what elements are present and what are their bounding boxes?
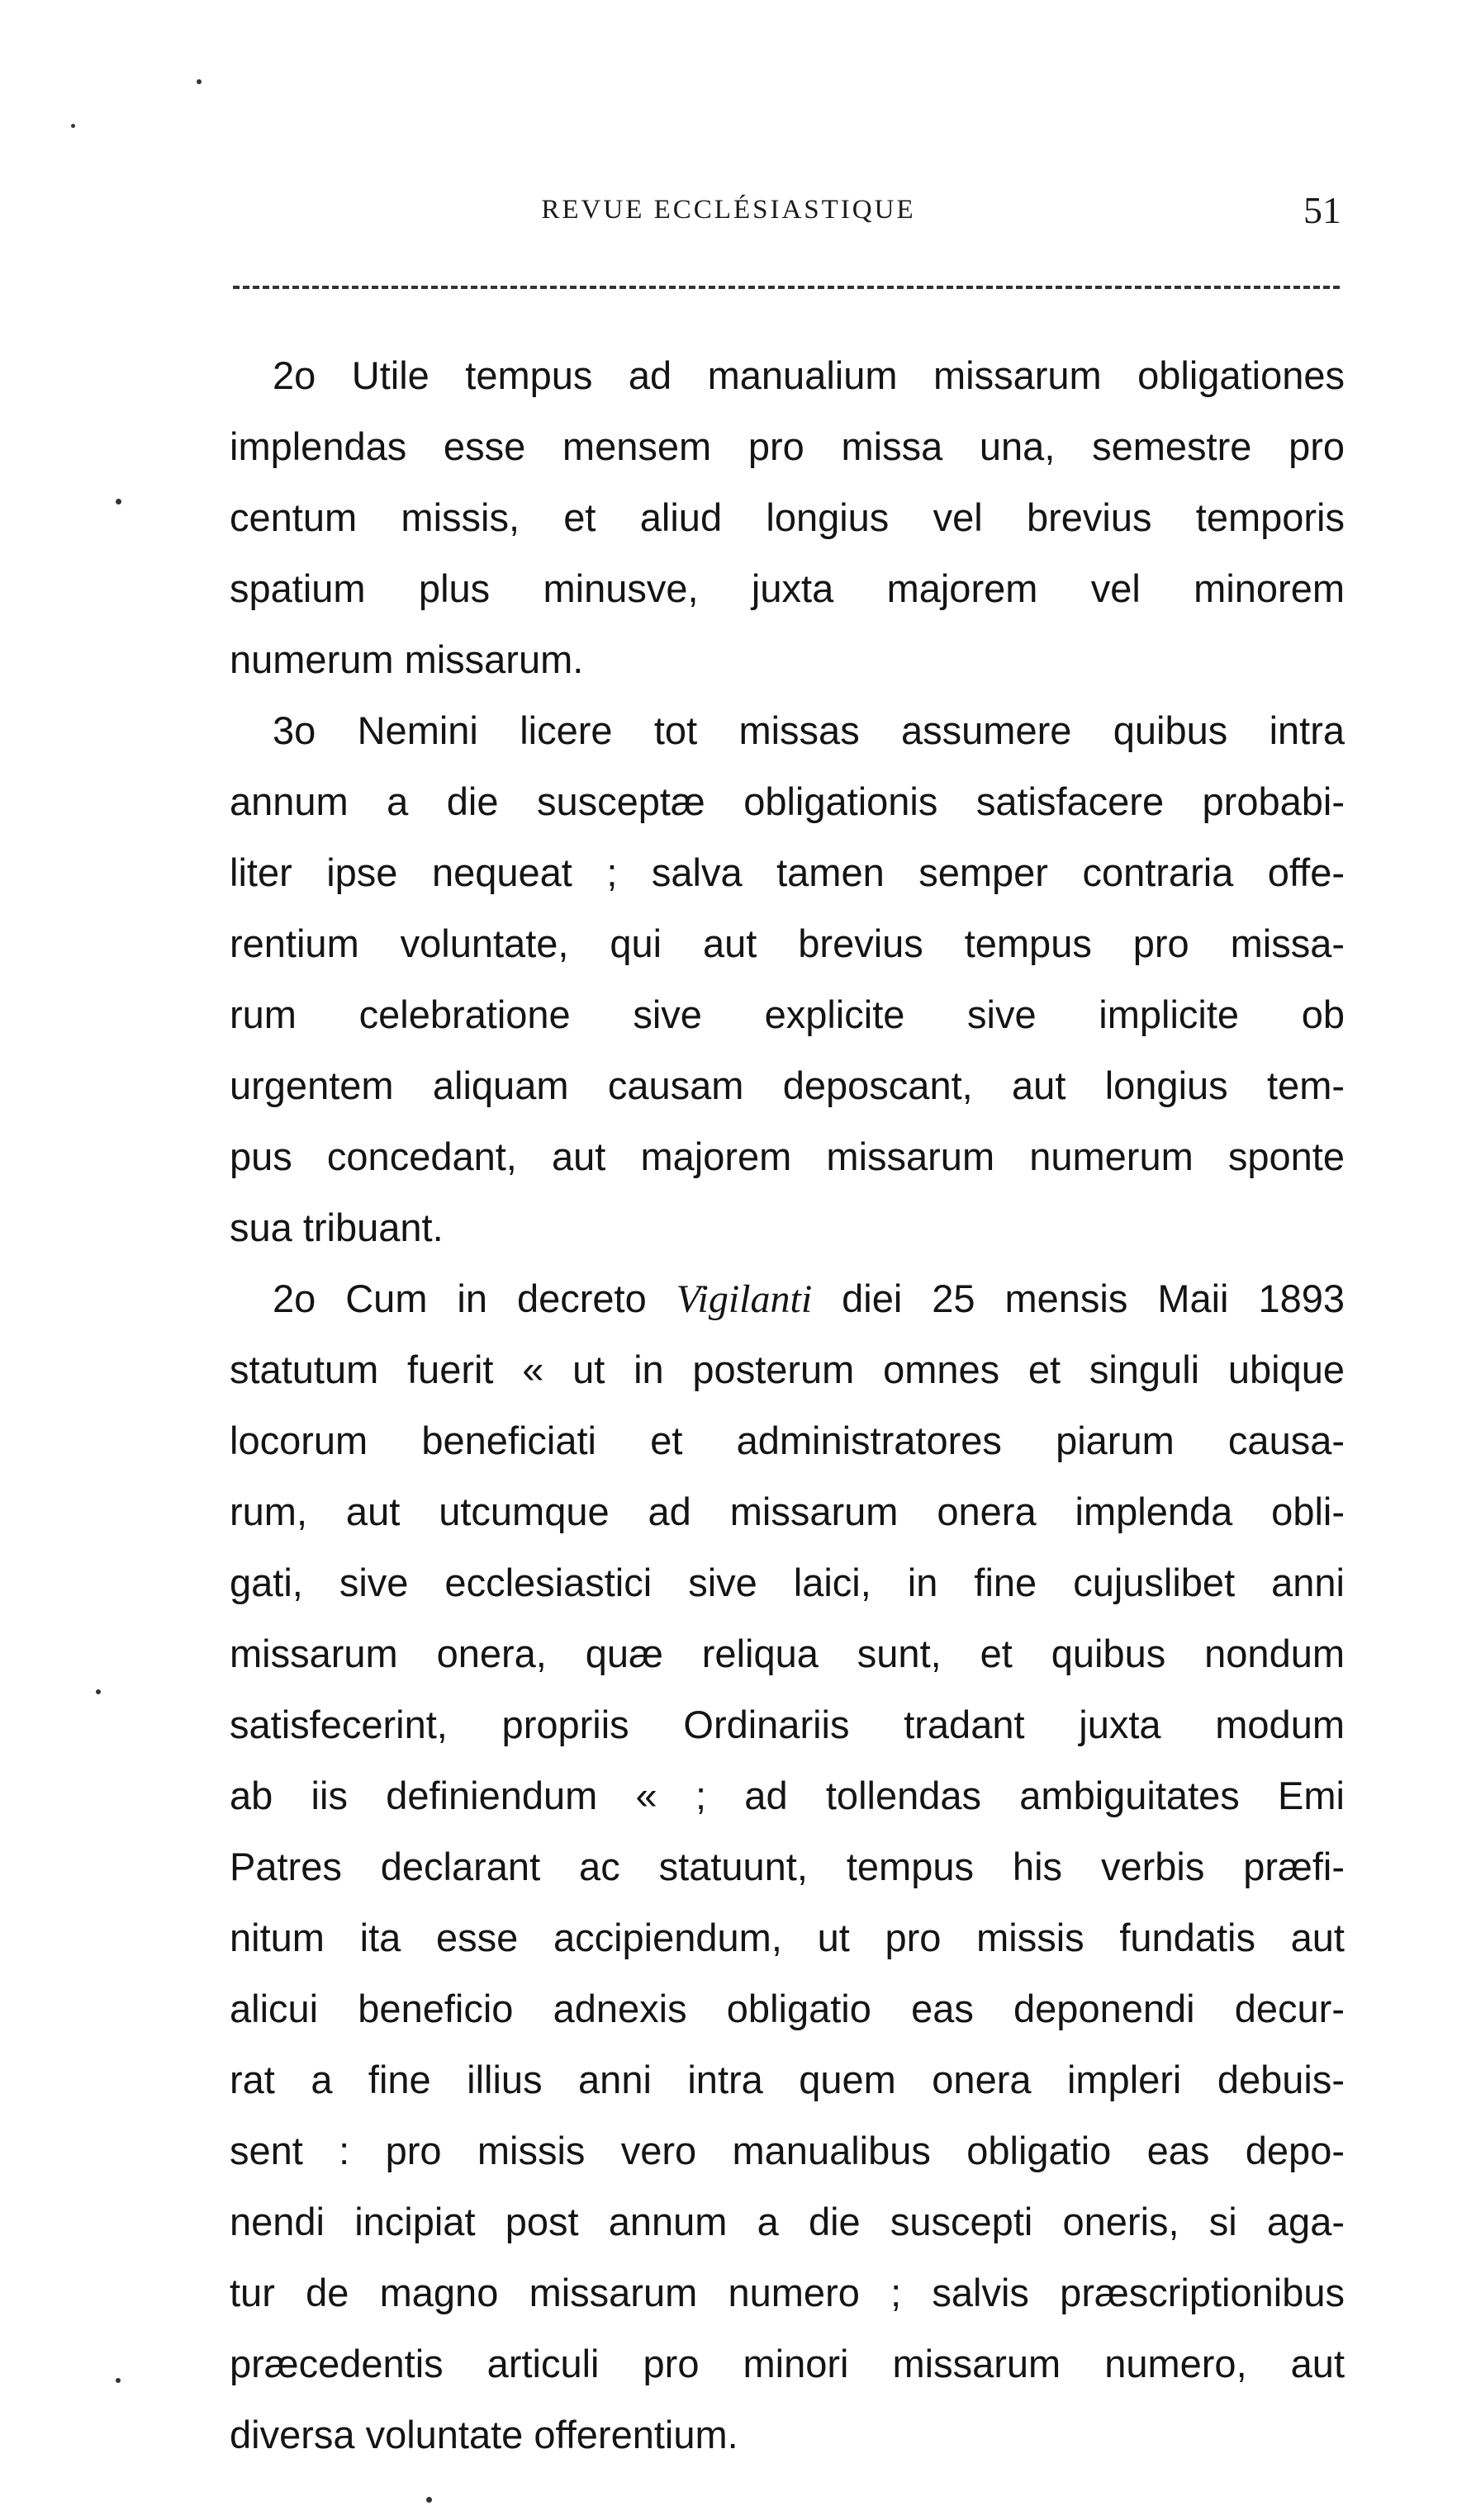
page-number: 51 <box>1303 189 1341 231</box>
paragraph-line: sent : pro missis vero manualibus obligatio eas depo- <box>230 2129 1345 2172</box>
line-segment: diei 25 mensis Maii 1893 <box>842 1277 1345 1320</box>
paragraph-line: ab iis definiendum « ; ad tollendas ambiguitates Emi <box>230 1774 1345 1817</box>
paragraph-line: satisfecerint, propriis Ordinariis tradant juxta modum <box>230 1703 1345 1746</box>
paragraph-line: nitum ita esse accipiendum, ut pro missis fundatis aut <box>230 1916 1345 1959</box>
paragraph-line: 3o Nemini licere tot missas assumere quibus intra <box>273 708 1345 752</box>
paragraph-line: nendi incipiat post annum a die suscepti oneris, si aga- <box>230 2200 1345 2243</box>
paragraph-line: spatium plus minusve, juxta majorem vel minorem <box>230 566 1345 610</box>
line-segment: 2o Cum in decreto <box>273 1277 647 1320</box>
paragraph-line: præcedentis articuli pro minori missarum numero, aut <box>230 2342 1345 2385</box>
paragraph-line: gati, sive ecclesiastici sive laici, in fine cujuslibet anni <box>230 1561 1345 1604</box>
paragraph-line: locorum beneficiati et administratores piarum causa- <box>230 1419 1345 1462</box>
paragraph-line: urgentem aliquam causam deposcant, aut longius tem- <box>230 1063 1345 1107</box>
scan-speck <box>116 499 121 504</box>
paragraph-line: liter ipse nequeat ; salva tamen semper contraria offe- <box>230 850 1345 894</box>
paragraph-line: implendas esse mensem pro missa una, semestre pro <box>230 424 1345 468</box>
paragraph-line: statutum fuerit « ut in posterum omnes et singuli ubique <box>230 1348 1345 1391</box>
paragraph-line: diversa voluntate offerentium. <box>230 2413 738 2456</box>
paragraph-line: centum missis, et aliud longius vel brevius temporis <box>230 495 1345 539</box>
scan-speck <box>197 79 202 84</box>
scan-speck <box>426 2497 432 2503</box>
paragraph-line: annum a die susceptæ obligationis satisfacere probabi- <box>230 779 1345 823</box>
paragraph-line: tur de magno missarum numero ; salvis præscriptionibus <box>230 2271 1345 2314</box>
paragraph-line: rentium voluntate, qui aut brevius tempus pro missa- <box>230 921 1345 965</box>
body-text <box>230 340 1345 2470</box>
scan-speck <box>71 124 75 128</box>
decree-title: Vigilanti <box>676 1277 813 1321</box>
scan-speck <box>116 2378 121 2383</box>
paragraph-line <box>230 1263 1345 1334</box>
paragraph-line: pus concedant, aut majorem missarum numerum sponte <box>230 1134 1345 1178</box>
paragraph-line: rum, aut utcumque ad missarum onera implenda obli- <box>230 1490 1345 1533</box>
running-head <box>0 189 1457 244</box>
paragraph-line: rum celebratione sive explicite sive implicite ob <box>230 992 1345 1036</box>
paragraph-line: 2o Utile tempus ad manualium missarum obligationes <box>273 353 1345 397</box>
paragraph-line: rat a fine illius anni intra quem onera impleri debuis- <box>230 2058 1345 2101</box>
running-title: REVUE ECCLÉSIASTIQUE <box>541 195 916 225</box>
paragraph-line: sua tribuant. <box>230 1206 444 1249</box>
paragraph-line: numerum missarum. <box>230 637 584 681</box>
header-rule <box>233 286 1340 289</box>
paragraph-line: Patres declarant ac statuunt, tempus his verbis præfi- <box>230 1845 1345 1888</box>
scan-speck <box>96 1689 101 1694</box>
paragraph-line: missarum onera, quæ reliqua sunt, et quibus nondum <box>230 1632 1345 1675</box>
paragraph-line: alicui beneficio adnexis obligatio eas deponendi decur- <box>230 1987 1345 2030</box>
